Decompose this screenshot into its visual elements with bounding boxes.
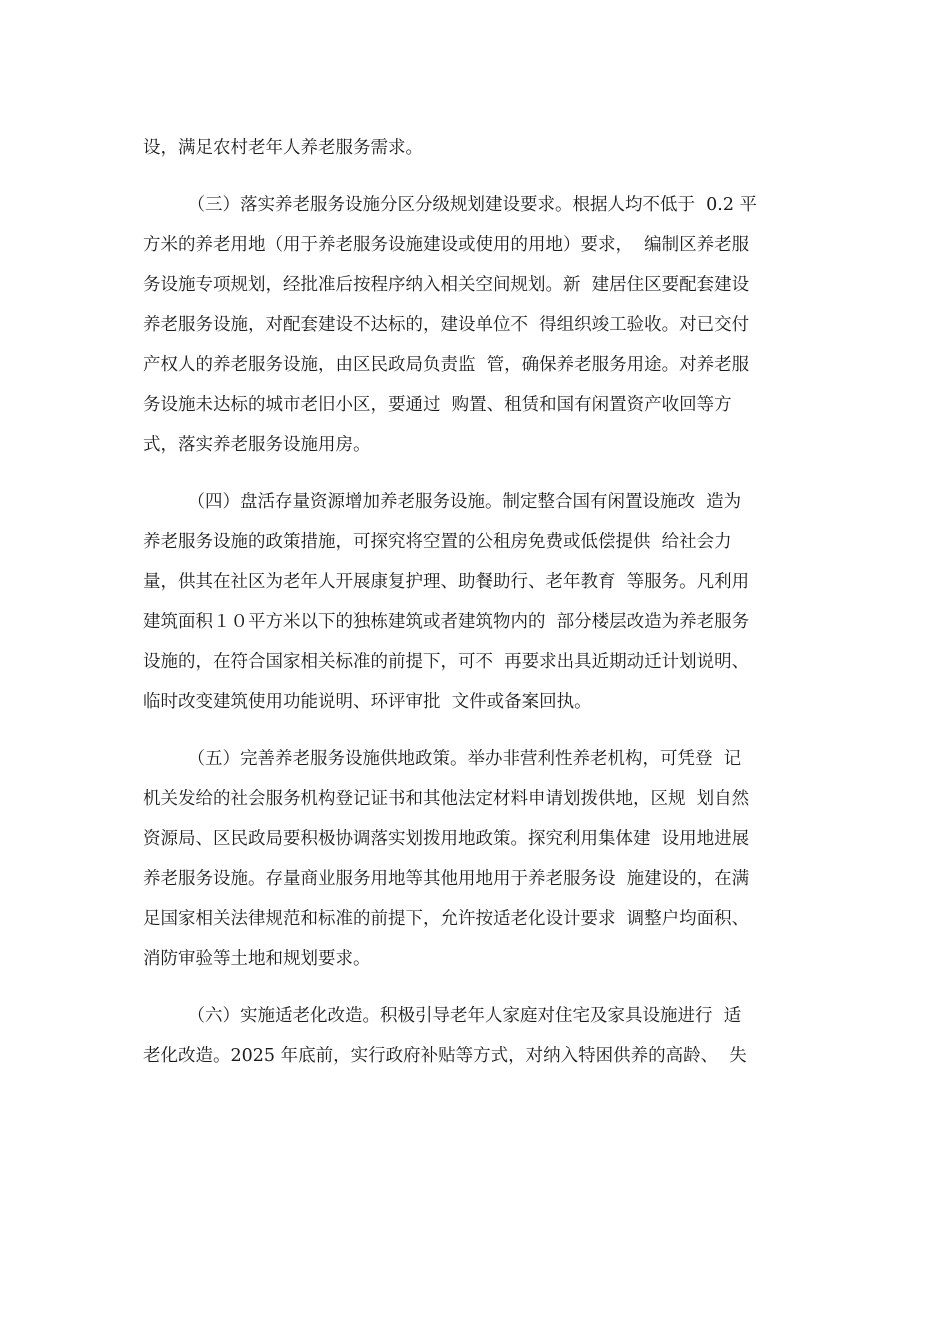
paragraph <box>143 128 823 168</box>
text-line: 老化改造。2025 年底前，实行政府补贴等方式，对纳入特困供养的高龄、 失 <box>143 1046 747 1066</box>
text-line: 务设施未达标的城市老旧小区，要通过 购置、租赁和国有闲置资产收回等方 <box>143 395 732 415</box>
text-line: 量，供其在社区为老年人开展康复护理、助餐助行、老年教育 等服务。凡利用 <box>143 572 750 592</box>
text-line: 方米的养老用地（用于养老服务设施建设或使用的用地）要求， 编制区养老服 <box>143 235 750 255</box>
text-line: 养老服务设施的政策措施，可探究将空置的公租房免费或低偿提供 给社会力 <box>143 532 732 552</box>
text-line: 产权人的养老服务设施，由区民政局负责监 管，确保养老服务用途。对养老服 <box>143 355 750 375</box>
text-line: 设，满足农村老年人养老服务需求。 <box>143 138 423 158</box>
text-line: （五）完善养老服务设施供地政策。举办非营利性养老机构，可凭登 记 <box>143 749 742 769</box>
text-line: 养老服务设施。存量商业服务用地等其他用地用于养老服务设 施建设的，在满 <box>143 869 750 889</box>
text-line: （六）实施适老化改造。积极引导老年人家庭对住宅及家具设施进行 适 <box>143 1006 742 1026</box>
paragraph-gap <box>143 722 823 739</box>
text-line: 建筑面积１０平方米以下的独栋建筑或者建筑物内的 部分楼层改造为养老服务 <box>143 612 750 632</box>
text-line: 务设施专项规划，经批准后按程序纳入相关空间规划。新 建居住区要配套建设 <box>143 275 750 295</box>
paragraph <box>143 185 823 465</box>
text-line: 资源局、区民政局要积极协调落实划拨用地政策。探究利用集体建 设用地进展 <box>143 829 750 849</box>
text-line: （四）盘活存量资源增加养老服务设施。制定整合国有闲置设施改 造为 <box>143 492 742 512</box>
paragraph-gap <box>143 979 823 996</box>
text-line: 足国家相关法律规范和标准的前提下，允许按适老化设计要求 调整户均面积、 <box>143 909 750 929</box>
text-line: 式，落实养老服务设施用房。 <box>143 435 371 455</box>
text-line: 设施的，在符合国家相关标准的前提下，可不 再要求出具近期动迁计划说明、 <box>143 652 750 672</box>
text-line: （三）落实养老服务设施分区分级规划建设要求。根据人均不低于 0.2 平 <box>143 195 758 215</box>
paragraph <box>143 996 823 1076</box>
paragraph <box>143 739 823 979</box>
text-line: 临时改变建筑使用功能说明、环评审批 文件或备案回执。 <box>143 692 592 712</box>
text-line: 机关发给的社会服务机构登记证书和其他法定材料申请划拨供地，区规 划自然 <box>143 789 750 809</box>
text-line: 消防审验等土地和规划要求。 <box>143 949 371 969</box>
paragraph-gap <box>143 168 823 185</box>
paragraph <box>143 482 823 722</box>
document-body <box>143 128 823 1076</box>
text-line: 养老服务设施，对配套建设不达标的，建设单位不 得组织竣工验收。对已交付 <box>143 315 750 335</box>
paragraph-gap <box>143 465 823 482</box>
